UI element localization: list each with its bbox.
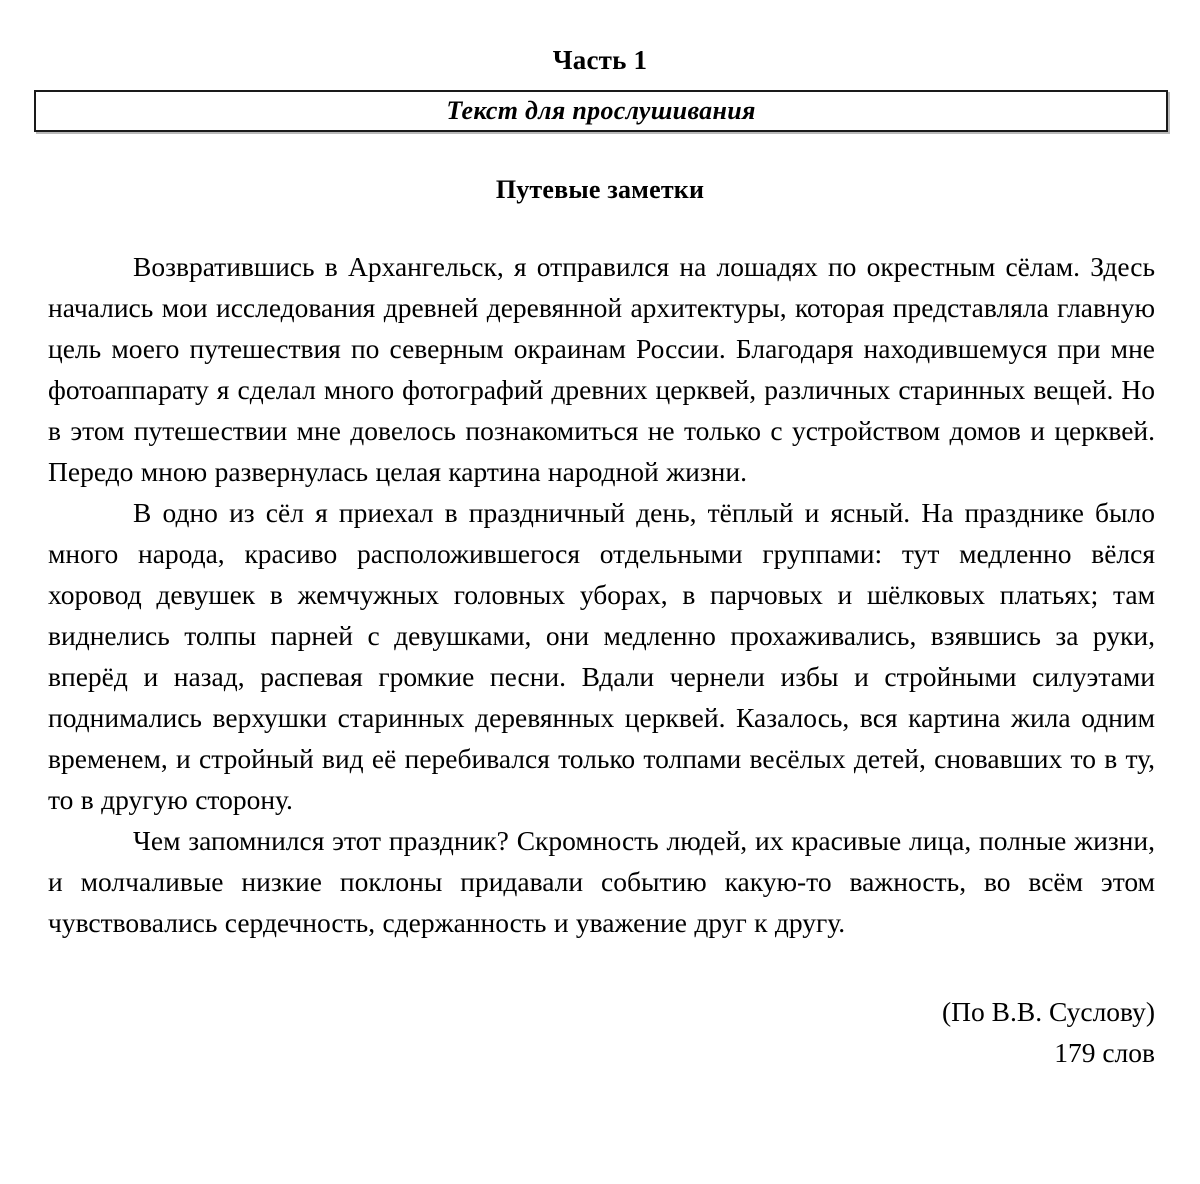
attribution-author: (По В.В. Суслову) [942,996,1155,1028]
part-heading: Часть 1 [552,45,648,75]
paragraph-1: Возвратившись в Архангельск, я отправился на лошадях по окрестным сёлам. Здесь начались мои исследования древней деревянной архитектуры, которая представляла главную цель моего путешествия по северным окраинам России. Благодаря находившемуся при мне фотоаппарату я сделал много фотографий древних церквей, различных старинных вещей. Но в этом путешествии мне довелось познакомиться не только с устройством домов и церквей. Передо мною развернулась целая картина народной жизни. [48,251,1155,488]
attribution-word-count: 179 слов [1054,1037,1155,1069]
text-title: Путевые заметки [495,174,705,204]
paragraph-2: В одно из сёл я приехал в праздничный день, тёплый и ясный. На празднике было много народа, красиво расположившегося отдельными группами: тут медленно вёлся хоровод девушек в жемчужных головных уборах, в парчовых и шёлковых платьях; там виднелись толпы парней с девушками, они медленно прохаживались, взявшись за руки, вперёд и назад, распевая громкие песни. Вдали чернели избы и стройными силуэтами поднимались верхушки старинных деревянных церквей. Казалось, вся картина жила одним временем, и стройный вид её перебивался только толпами весёлых детей, сновавших то в ту, то в другую сторону. [48,497,1155,816]
paragraph-3: Чем запомнился этот праздник? Скромность людей, их красивые лица, полные жизни, и молчаливые низкие поклоны придавали событию какую-то важность, во всём этом чувствовались сердечность, сдержанность и уважение друг к другу. [48,825,1155,939]
attribution-block [0,943,1200,1073]
body-copy [0,204,1200,943]
listening-text-banner [34,90,1168,132]
listening-text-banner-label: Текст для прослушивания [446,95,756,125]
